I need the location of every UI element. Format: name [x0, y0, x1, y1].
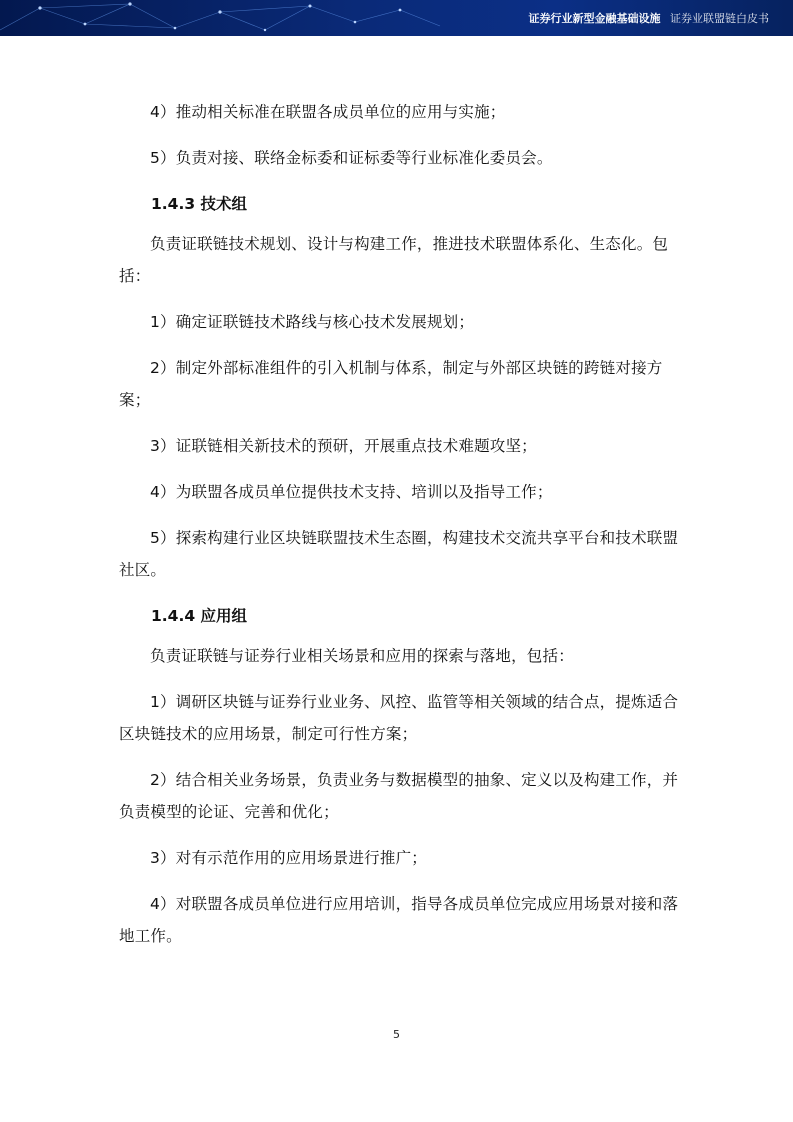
header-main-title: 证券行业新型金融基础设施 [528, 12, 661, 25]
list-item: 5）探索构建行业区块链联盟技术生态圈，构建技术交流共享平台和技术联盟社区。 [119, 529, 679, 579]
header-title [529, 10, 770, 26]
list-item: 2）结合相关业务场景，负责业务与数据模型的抽象、定义以及构建工作，并负责模型的论证、完善和优化； [119, 771, 679, 821]
paragraph: 负责证联链技术规划、设计与构建工作，推进技术联盟体系化、生态化。包括： [119, 235, 669, 285]
section-heading-tech-group: 1.4.3 技术组 [151, 195, 248, 213]
page-number: 5 [393, 1028, 400, 1041]
header-sub-title: 证券业联盟链白皮书 [670, 12, 769, 25]
list-item: 3）对有示范作用的应用场景进行推广； [150, 849, 427, 867]
list-item: 1）调研区块链与证券行业业务、风控、监管等相关领域的结合点，提炼适合区块链技术的应用场景，制定可行性方案； [119, 693, 679, 743]
page-content [119, 96, 679, 966]
list-item: 3）证联链相关新技术的预研，开展重点技术难题攻坚； [150, 437, 537, 455]
paragraph: 负责证联链与证券行业相关场景和应用的探索与落地，包括： [150, 647, 574, 665]
header-banner [0, 0, 793, 36]
list-item: 1）确定证联链技术路线与核心技术发展规划； [150, 313, 475, 331]
list-item: 2）制定外部标准组件的引入机制与体系，制定与外部区块链的跨链对接方案； [119, 359, 663, 409]
paragraph: 4）推动相关标准在联盟各成员单位的应用与实施； [150, 103, 506, 121]
section-heading-app-group: 1.4.4 应用组 [151, 607, 248, 625]
paragraph: 5）负责对接、联络金标委和证标委等行业标准化委员会。 [150, 149, 553, 167]
list-item: 4）对联盟各成员单位进行应用培训，指导各成员单位完成应用场景对接和落地工作。 [119, 895, 679, 945]
list-item: 4）为联盟各成员单位提供技术支持、培训以及指导工作； [150, 483, 553, 501]
